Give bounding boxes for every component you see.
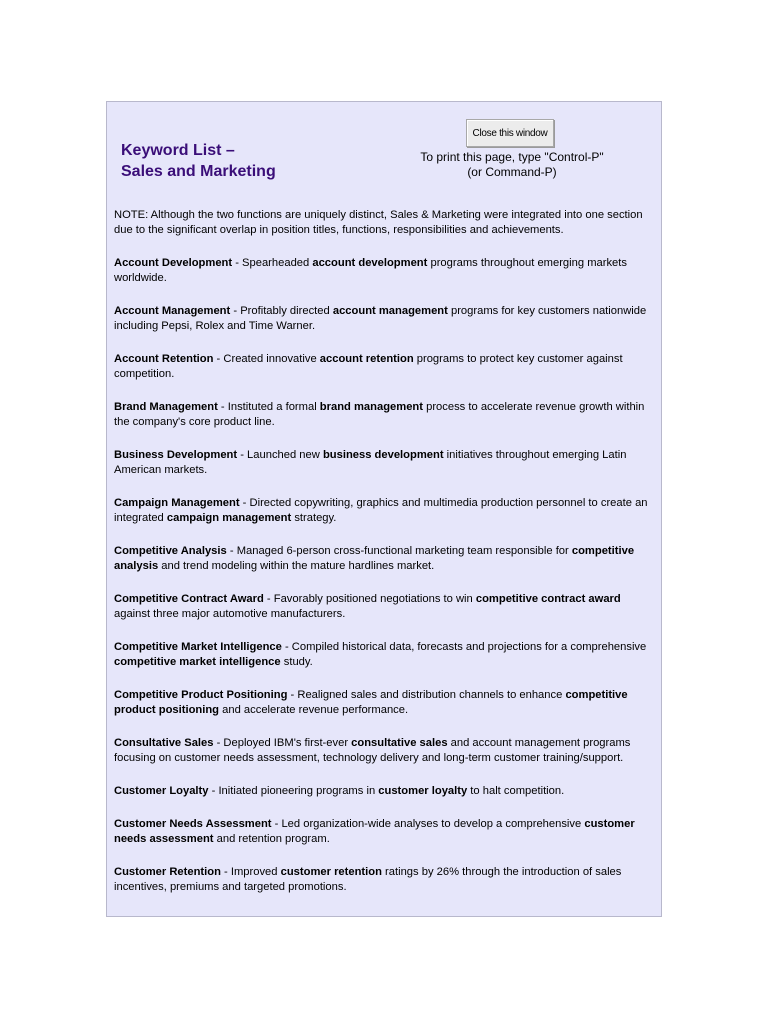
keyword-term: Business Development bbox=[114, 449, 238, 461]
keyword-term: Brand Management bbox=[114, 401, 218, 413]
keyword-highlight: competitive market intelligence bbox=[114, 656, 281, 668]
entry-text-after: strategy. bbox=[291, 512, 337, 524]
keyword-entry bbox=[113, 784, 653, 799]
keyword-content bbox=[113, 208, 653, 913]
entry-text-after: and trend modeling within the mature hardlines market. bbox=[158, 560, 435, 572]
entry-text-after: study. bbox=[280, 656, 313, 668]
keyword-entry bbox=[113, 352, 653, 382]
keyword-highlight: account development bbox=[312, 257, 428, 269]
entry-text-after: to halt competition. bbox=[467, 785, 565, 797]
title-line-1: Keyword List – bbox=[121, 142, 235, 159]
keyword-term: Account Management bbox=[114, 305, 231, 317]
entry-text-before: - Spearheaded bbox=[232, 257, 313, 269]
entry-text-after: programs throughout emerging markets worldwide. bbox=[114, 257, 627, 284]
keyword-highlight: account retention bbox=[319, 353, 414, 365]
keyword-term: Competitive Analysis bbox=[114, 545, 227, 557]
keyword-highlight: customer needs assessment bbox=[114, 818, 635, 845]
keyword-highlight: competitive contract award bbox=[475, 593, 621, 605]
keyword-term: Customer Retention bbox=[114, 866, 221, 878]
print-line-2: (or Command-P) bbox=[467, 165, 557, 179]
keyword-entry bbox=[113, 736, 653, 766]
keyword-term: Competitive Product Positioning bbox=[114, 689, 288, 701]
note-paragraph: NOTE: Although the two functions are uniquely distinct, Sales & Marketing were integrated into one section due to the significant overlap in position titles, functions, responsibilities and achievements. bbox=[114, 209, 643, 236]
entry-text-after: and retention program. bbox=[213, 833, 330, 845]
entry-text-before: - Initiated pioneering programs in bbox=[208, 785, 379, 797]
entry-text-after: programs for key customers nationwide including Pepsi, Rolex and Time Warner. bbox=[114, 305, 647, 332]
keyword-entries bbox=[113, 256, 653, 895]
keyword-highlight: customer retention bbox=[280, 866, 382, 878]
keyword-term: Account Retention bbox=[114, 353, 214, 365]
entry-text-before: - Created innovative bbox=[213, 353, 320, 365]
keyword-highlight: account management bbox=[332, 305, 448, 317]
title-line-2: Sales and Marketing bbox=[121, 163, 276, 180]
keyword-highlight: campaign management bbox=[166, 512, 292, 524]
keyword-highlight: competitive product positioning bbox=[114, 689, 628, 716]
entry-text-before: - Led organization-wide analyses to develop a comprehensive bbox=[271, 818, 585, 830]
entry-text-after: and accelerate revenue performance. bbox=[219, 704, 409, 716]
entry-text-before: - Realigned sales and distribution channels to enhance bbox=[287, 689, 566, 701]
keyword-highlight: consultative sales bbox=[351, 737, 448, 749]
keyword-term: Campaign Management bbox=[114, 497, 240, 509]
entry-text-after: programs to protect key customer against competition. bbox=[114, 353, 623, 380]
keyword-entry bbox=[113, 592, 653, 622]
keyword-list-panel bbox=[106, 101, 662, 917]
keyword-entry bbox=[113, 256, 653, 286]
print-line-1: To print this page, type "Control-P" bbox=[420, 150, 604, 164]
keyword-entry bbox=[113, 640, 653, 670]
keyword-entry bbox=[113, 400, 653, 430]
entry-text-before: - Compiled historical data, forecasts and projections for a comprehensive bbox=[281, 641, 647, 653]
keyword-entry bbox=[113, 544, 653, 574]
keyword-highlight: business development bbox=[322, 449, 444, 461]
keyword-term: Account Development bbox=[114, 257, 233, 269]
entry-text-before: - Instituted a formal bbox=[217, 401, 320, 413]
close-window-button[interactable]: Close this window bbox=[466, 119, 554, 147]
entry-text-before: - Launched new bbox=[237, 449, 323, 461]
entry-text-before: - Deployed IBM's first-ever bbox=[213, 737, 352, 749]
entry-text-before: - Profitably directed bbox=[230, 305, 333, 317]
entry-text-before: - Favorably positioned negotiations to win bbox=[263, 593, 476, 605]
page-title bbox=[121, 140, 276, 182]
keyword-entry bbox=[113, 304, 653, 334]
entry-text-after: against three major automotive manufacturers. bbox=[114, 608, 346, 620]
keyword-term: Customer Loyalty bbox=[114, 785, 209, 797]
keyword-term: Customer Needs Assessment bbox=[114, 818, 272, 830]
keyword-term: Consultative Sales bbox=[114, 737, 214, 749]
entry-text-before: - Directed copywriting, graphics and multimedia production personnel to create an integrated bbox=[114, 497, 648, 524]
entry-text-after: ratings by 26% through the introduction of sales incentives, premiums and targeted promotions. bbox=[114, 866, 622, 893]
keyword-highlight: brand management bbox=[319, 401, 423, 413]
keyword-highlight: competitive analysis bbox=[114, 545, 635, 572]
keyword-highlight: customer loyalty bbox=[378, 785, 468, 797]
print-instructions bbox=[407, 150, 617, 180]
keyword-entry bbox=[113, 448, 653, 478]
keyword-entry bbox=[113, 817, 653, 847]
keyword-entry bbox=[113, 688, 653, 718]
entry-text-before: - Managed 6-person cross-functional marketing team responsible for bbox=[226, 545, 572, 557]
keyword-term: Competitive Contract Award bbox=[114, 593, 264, 605]
entry-text-after: process to accelerate revenue growth within the company's core product line. bbox=[114, 401, 645, 428]
entry-text-after: and account management programs focusing on customer needs assessment, technology delivery and long-term customer training/support. bbox=[114, 737, 631, 764]
entry-text-before: - Improved bbox=[220, 866, 281, 878]
keyword-term: Competitive Market Intelligence bbox=[114, 641, 282, 653]
entry-text-after: initiatives throughout emerging Latin American markets. bbox=[114, 449, 627, 476]
keyword-entry bbox=[113, 496, 653, 526]
keyword-entry bbox=[113, 865, 653, 895]
